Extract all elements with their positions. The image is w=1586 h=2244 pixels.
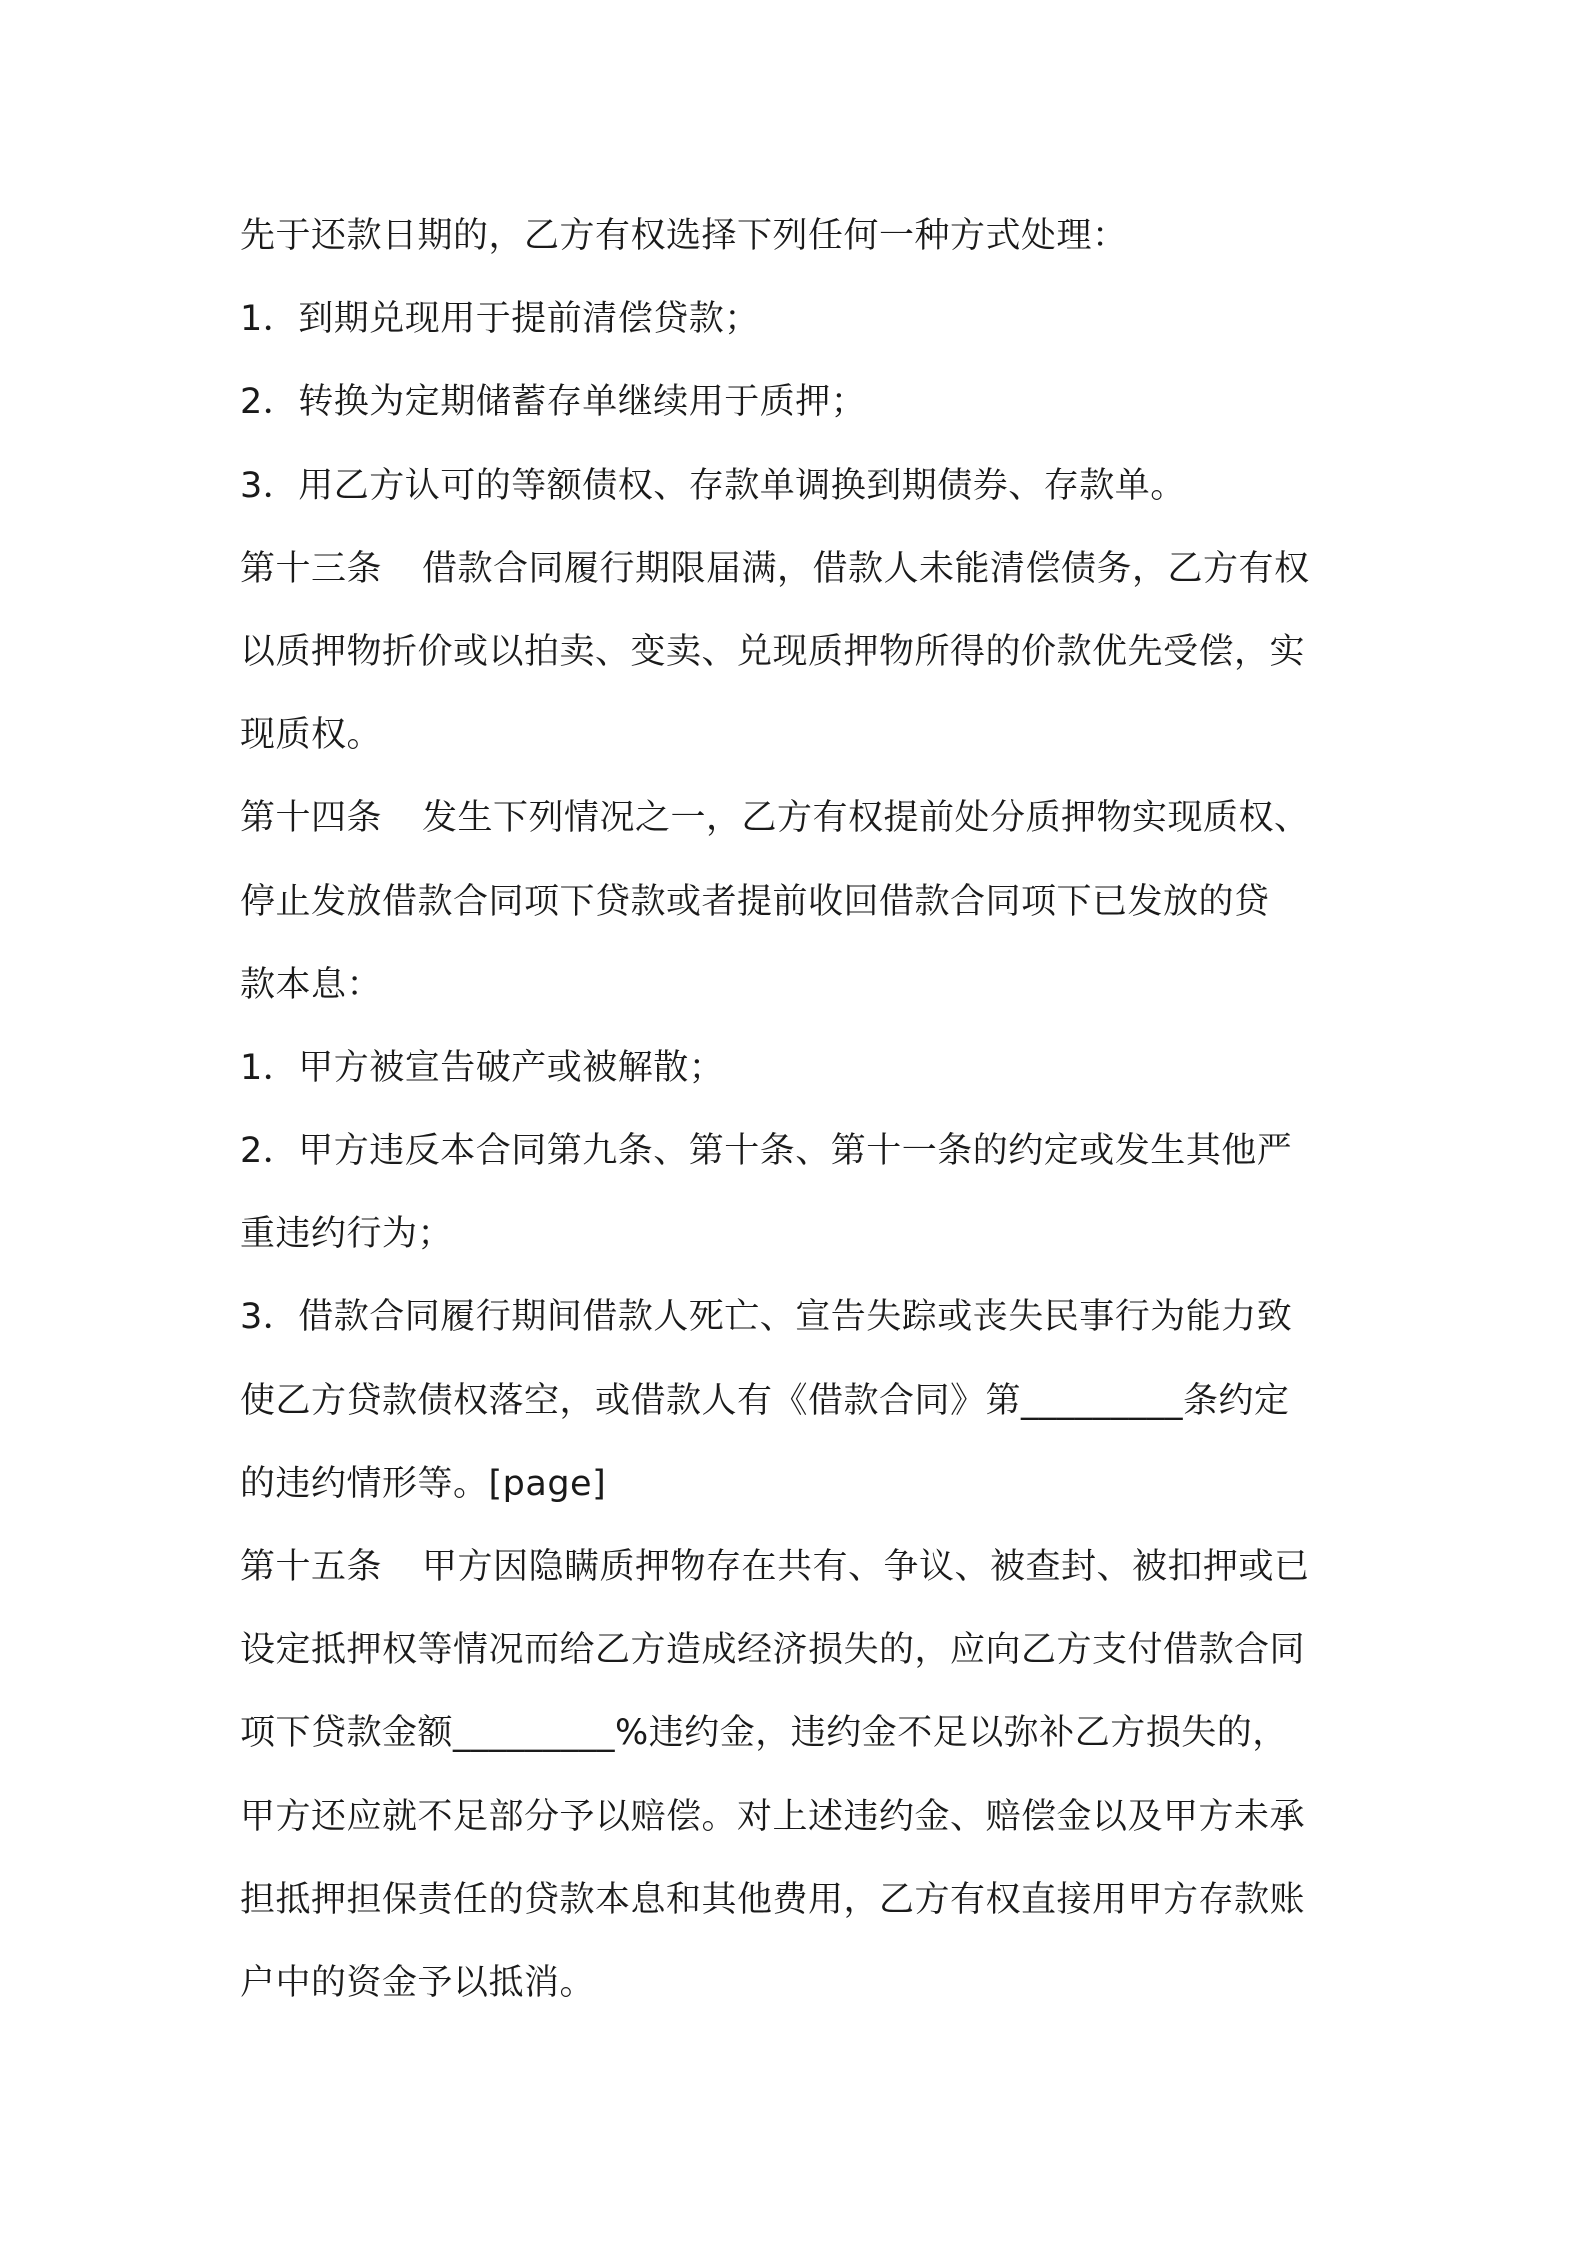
text-line: 担抵押担保责任的贷款本息和其他费用，乙方有权直接用甲方存款账 <box>240 1879 1306 1920</box>
article-heading: 第十三条 <box>240 548 383 589</box>
list-item: 2．转换为定期储蓄存单继续用于质押； <box>240 382 867 423</box>
list-item: 1．到期兑现用于提前清偿贷款； <box>240 299 760 340</box>
text-line: 停止发放借款合同项下贷款或者提前收回借款合同项下已发放的贷 <box>240 881 1270 922</box>
article-14-first-line <box>240 777 1360 860</box>
text-line: 以质押物折价或以拍卖、变卖、兑现质押物所得的价款优先受偿，实 <box>240 631 1306 672</box>
text-line: 的违约情形等。[page] <box>240 1463 607 1504</box>
text-line: 重违约行为； <box>240 1214 454 1255</box>
article-heading: 第十五条 <box>240 1547 383 1587</box>
text-line: 项下贷款金额_________%违约金，违约金不足以弥补乙方损失的， <box>240 1713 1288 1754</box>
list-item: 1．甲方被宣告破产或被解散； <box>240 1047 725 1088</box>
list-item: 3．用乙方认可的等额债权、存款单调换到期债券、存款单。 <box>240 465 1186 506</box>
article-13-first-line <box>240 528 1360 611</box>
article-15-first-line <box>240 1526 1360 1609</box>
list-item: 2．甲方违反本合同第九条、第十条、第十一条的约定或发生其他严 <box>240 1131 1293 1172</box>
text-line: 使乙方贷款债权落空，或借款人有《借款合同》第_________条约定 <box>240 1380 1290 1421</box>
document-page <box>240 195 1360 2025</box>
text-line: 甲方还应就不足部分予以赔偿。对上述违约金、赔偿金以及甲方未承 <box>240 1796 1306 1837</box>
text-line: 款本息： <box>240 964 383 1005</box>
article-heading: 第十四条 <box>240 798 383 839</box>
text-line: 先于还款日期的，乙方有权选择下列任何一种方式处理： <box>240 216 1128 256</box>
text-line: 户中的资金予以抵消。 <box>240 1962 596 2003</box>
text-line: 借款合同履行期限届满，借款人未能清偿债务，乙方有权 <box>422 548 1310 589</box>
list-item: 3．借款合同履行期间借款人死亡、宣告失踪或丧失民事行为能力致 <box>240 1297 1293 1338</box>
text-line: 设定抵押权等情况而给乙方造成经济损失的，应向乙方支付借款合同 <box>240 1630 1306 1671</box>
text-line: 甲方因隐瞒质押物存在共有、争议、被查封、被扣押或已 <box>422 1547 1310 1587</box>
text-line: 现质权。 <box>240 715 383 756</box>
text-line: 发生下列情况之一，乙方有权提前处分质押物实现质权、 <box>422 798 1310 839</box>
